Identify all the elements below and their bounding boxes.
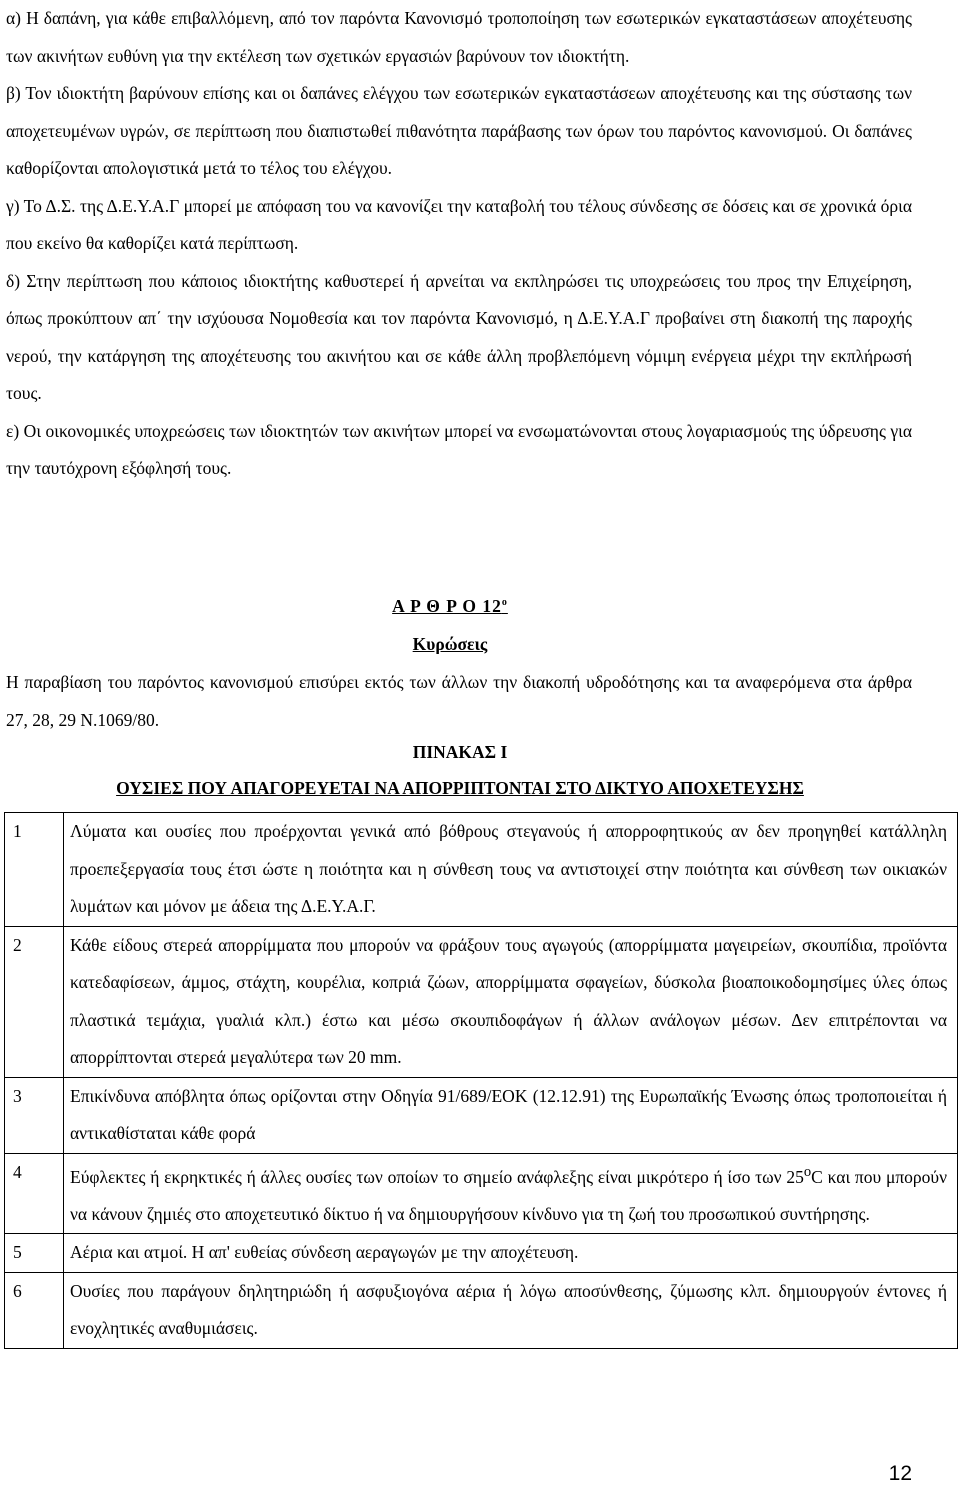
row-number: 6	[5, 1272, 64, 1348]
table-row	[5, 813, 958, 927]
row-text-after: C και που μπορούν να κάνουν ζημιές στο αποχετευτικό δίκτυο ή να δημιουργήσουν κίνδυνο για τη ζωή του προσωπικού συντήρησης.	[70, 1166, 947, 1224]
article-title-text: Α Ρ Θ Ρ Ο 12	[392, 596, 502, 616]
table-row	[5, 1077, 958, 1153]
article-body	[6, 664, 912, 739]
row-text	[64, 1153, 958, 1234]
paragraph-b: β) Τον ιδιοκτήτη βαρύνουν επίσης και οι δαπάνες ελέγχου των εσωτερικών εγκαταστάσεων αποχέτευσης και της σύστασης των αποχετευμένων υγρών, σε περίπτωση που διαπιστωθεί πιθανότητα παράβασης των όρων του παρόντος κανονισμού. Οι δαπάνες καθορίζονται απολογιστικά μετά το τέλος του ελέγχου.	[6, 83, 912, 178]
table-row	[5, 1153, 958, 1234]
paragraph-c: γ) Το Δ.Σ. της Δ.Ε.Υ.Α.Γ μπορεί με απόφαση του να κανονίζει την καταβολή του τέλους σύνδεσης σε δόσεις και σε χρονικά όρια που εκείνο θα καθορίζει κατά περίπτωση.	[6, 195, 912, 253]
table-row	[5, 1234, 958, 1273]
row-text: Λύματα και ουσίες που προέρχονται γενικά από βόθρους στεγανούς ή απορροφητικούς αν δεν προηγηθεί κατάλληλη προεπεξεργασία τους έτσι ώστε η ποιότητα και η σύνθεση τους να αντιστοιχεί στην ποιότητα και σύνθεση των οικιακών λυμάτων και μόνον με άδεια της Δ.Ε.Υ.Α.Γ.	[64, 813, 958, 927]
paragraph-a: α) Η δαπάνη, για κάθε επιβαλλόμενη, από τον παρόντα Κανονισμό τροποποίηση των εσωτερικών εγκαταστάσεων αποχέτευσης των ακινήτων ευθύνη για την εκτέλεση των σχετικών εργασιών βαρύνουν τον ιδιοκτήτη.	[6, 8, 912, 66]
row-text: Ουσίες που παράγουν δηλητηριώδη ή ασφυξιογόνα αέρια ή λόγω αποσύνθεσης, ζύμωσης κλπ. δημιουργούν έντονες ή ενοχλητικές αναθυμιάσεις.	[64, 1272, 958, 1348]
paragraph-d: δ) Στην περίπτωση που κάποιος ιδιοκτήτης καθυστερεί ή αρνείται να εκπληρώσει τις υποχρεώσεις του προς την Επιχείρηση, όπως προκύπτουν απ΄ την ισχύουσα Νομοθεσία και τον παρόντα Κανονισμό, η Δ.Ε.Υ.Α.Γ προβαίνει στη διακοπή της παροχής νερού, την κατάργηση της αποχέτευσης του ακινήτου και σε κάθε άλλη προβλεπόμενη νόμιμη ενέργεια μέχρι την εκπλήρωσή τους.	[6, 270, 912, 403]
row-text-before: Εύφλεκτες ή εκρηκτικές ή άλλες ουσίες των οποίων το σημείο ανάφλεξης είναι μικρότερο ή ίσο των 25	[70, 1166, 804, 1187]
substances-table	[4, 812, 958, 1349]
article-subtitle: Κυρώσεις	[412, 634, 488, 654]
row-text: Αέρια και ατμοί. Η απ' ευθείας σύνδεση αεραγωγών με την αποχέτευση.	[64, 1234, 958, 1273]
degree-superscript: ο	[803, 1163, 812, 1180]
table-title: ΠΙΝΑΚΑΣ Ι	[412, 742, 508, 762]
row-text: Κάθε είδους στερεά απορρίμματα που μπορούν να φράξουν τους αγωγούς (απορρίμματα μαγειρείων, σκουπίδια, προϊόντα κατεδαφίσεων, άμμος, στάχτη, κουρέλια, κοπριά ζώων, απορρίμματα σφαγείων, δύσκολα βιοαποικοδομησίμες ύλες όπως πλαστικά τεμάχια, γυαλιά κλπ.) έστω και μέσω σκουπιδοφάγων ή άλλων ανάλογων μέσων. Δεν επιτρέπονται να απορρίπτονται στερεά μεγαλύτερα των 20 mm.	[64, 926, 958, 1077]
article-title	[0, 596, 900, 617]
table-subtitle: ΟΥΣΙΕΣ ΠΟΥ ΑΠΑΓΟΡΕΥΕΤΑΙ ΝΑ ΑΠΟΡΡΙΠΤΟΝΤΑΙ ΣΤΟ ΔΙΚΤΥΟ ΑΠΟΧΕΤΕΥΣΗΣ	[116, 778, 804, 798]
row-number: 4	[5, 1153, 64, 1234]
article-title-suffix: ο	[501, 597, 508, 609]
row-number: 1	[5, 813, 64, 927]
page-number: 12	[888, 1462, 912, 1485]
provisions-text	[6, 0, 912, 488]
row-number: 2	[5, 926, 64, 1077]
table-row	[5, 926, 958, 1077]
row-number: 5	[5, 1234, 64, 1273]
row-number: 3	[5, 1077, 64, 1153]
row-text: Επικίνδυνα απόβλητα όπως ορίζονται στην Οδηγία 91/689/ΕΟΚ (12.12.91) της Ευρωπαϊκής Ένωσης όπως τροποποιείται ή αντικαθίσταται κάθε φορά	[64, 1077, 958, 1153]
article-body-text: Η παραβίαση του παρόντος κανονισμού επισύρει εκτός των άλλων την διακοπή υδροδότησης και τα αναφερόμενα στα άρθρα 27, 28, 29 Ν.1069/80.	[6, 672, 912, 730]
paragraph-e: ε) Οι οικονομικές υποχρεώσεις των ιδιοκτητών των ακινήτων μπορεί να ενσωματώνονται στους λογαριασμούς της ύδρευσης για την ταυτόχρονη εξόφλησή τους.	[6, 420, 912, 478]
table-row	[5, 1272, 958, 1348]
